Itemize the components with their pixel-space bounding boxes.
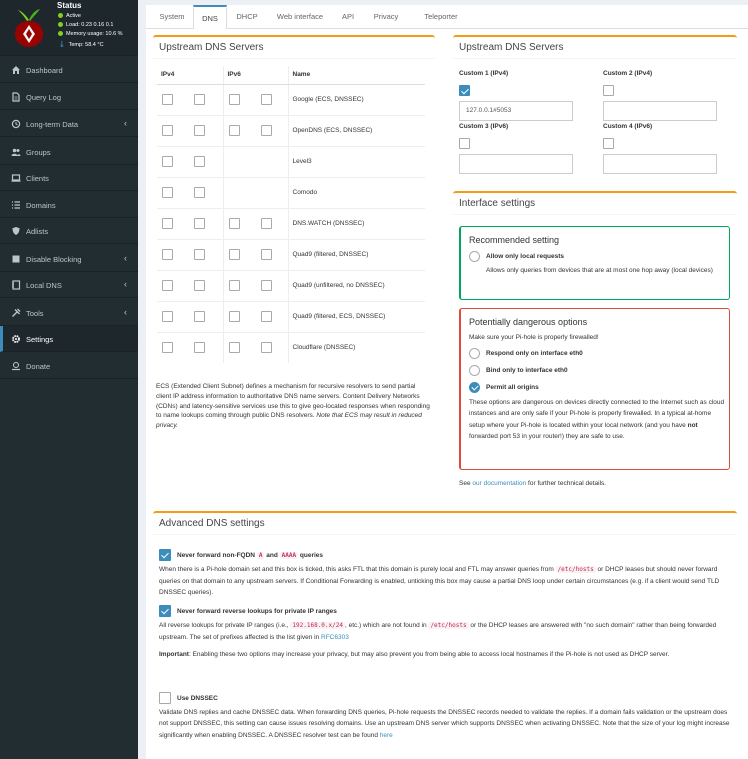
local-requests-desc: Allows only queries from devices that are at most one hop away (local devices) bbox=[486, 267, 713, 274]
ipv4-secondary-checkbox[interactable] bbox=[194, 94, 205, 105]
important-note: Important: Enabling these two options may increase your privacy, but may also prevent you from being able to access local hostnames if the Pi-hole is not used as DHCP server. bbox=[159, 651, 670, 658]
ipv4-primary-checkbox[interactable] bbox=[162, 280, 173, 291]
upstream-dns-table bbox=[157, 66, 425, 363]
pihole-logo-icon[interactable] bbox=[12, 4, 46, 48]
upstream-server-row bbox=[157, 146, 425, 177]
dnssec-checkbox[interactable] bbox=[159, 692, 171, 704]
permit-all-label[interactable]: Permit all origins bbox=[486, 384, 539, 391]
reverse-lookup-label[interactable]: Never forward reverse lookups for private IP ranges bbox=[177, 608, 337, 615]
upstream-server-row bbox=[157, 208, 425, 239]
ipv6-cell bbox=[223, 270, 288, 301]
firewall-warning: Make sure your Pi-hole is properly firewalled! bbox=[469, 334, 599, 341]
ipv6-secondary-checkbox[interactable] bbox=[261, 125, 272, 136]
nav-label: Adlists bbox=[26, 227, 49, 236]
ipv4-secondary-checkbox[interactable] bbox=[194, 218, 205, 229]
custom3-input[interactable] bbox=[459, 154, 573, 174]
fqdn-checkbox[interactable] bbox=[159, 549, 171, 561]
status-active: Active bbox=[58, 13, 81, 19]
nav-label: Clients bbox=[26, 174, 49, 183]
custom4-checkbox[interactable] bbox=[603, 138, 614, 149]
custom2-input[interactable] bbox=[603, 101, 717, 121]
recommended-title: Recommended setting bbox=[469, 235, 560, 245]
file-icon bbox=[11, 92, 21, 102]
nav-label: Donate bbox=[26, 362, 51, 371]
custom4-label: Custom 4 (IPv6) bbox=[603, 123, 653, 130]
gear-icon bbox=[11, 334, 21, 344]
nav-tools[interactable] bbox=[0, 300, 138, 326]
chevron-left-icon: ‹ bbox=[124, 307, 127, 317]
ipv4-cell bbox=[157, 177, 223, 208]
nav-domains[interactable] bbox=[0, 192, 138, 218]
ipv6-primary-checkbox[interactable] bbox=[229, 249, 240, 260]
server-name: Level3 bbox=[288, 146, 425, 177]
custom-upstream-title: Upstream DNS Servers bbox=[453, 37, 737, 59]
home-icon bbox=[11, 65, 21, 75]
nav-settings[interactable] bbox=[0, 326, 138, 352]
bind-eth0-radio[interactable] bbox=[469, 365, 480, 376]
address-book-icon bbox=[11, 280, 21, 290]
see-docs: See our documentation for further technical details. bbox=[459, 480, 607, 487]
chevron-left-icon: ‹ bbox=[124, 253, 127, 263]
ecs-note: ECS (Extended Client Subnet) defines a mechanism for recursive resolvers to send partial client IP address information to authoritative DNS name servers. Content Delivery Networks (CDNs) and latency-sensitive services use this to give geo-located responses when responding to name lookups coming through public DNS resolvers. Note that ECS may result in reduced privacy. bbox=[156, 383, 430, 429]
tab-privacy[interactable]: Privacy bbox=[373, 12, 399, 21]
fqdn-label[interactable]: Never forward non-FQDN A and AAAA queries bbox=[177, 552, 324, 559]
nav-label: Tools bbox=[26, 309, 44, 318]
dnssec-desc: Validate DNS replies and cache DNSSEC data. When forwarding DNS queries, Pi-hole requests the DNSSEC records needed to validate the replies. If a domain fails validation or the upstream does not support DNSSEC, this setting can cause issues resolving domains. Use an upstream DNS server which supports DNSSEC when activating DNSSEC. Note that the size of your log might increase significantly when enabling DNSSEC. A DNSSEC resolver test can be found here bbox=[159, 709, 730, 739]
load-dot-icon bbox=[58, 22, 63, 27]
server-name: Quad9 (filtered, ECS, DNSSEC) bbox=[288, 301, 425, 332]
ipv4-cell bbox=[157, 270, 223, 301]
ipv6-cell bbox=[223, 208, 288, 239]
custom1-checkbox[interactable] bbox=[459, 85, 470, 96]
ipv4-primary-checkbox[interactable] bbox=[162, 187, 173, 198]
ipv4-secondary-checkbox[interactable] bbox=[194, 187, 205, 198]
thermometer-icon: 🌡 bbox=[58, 42, 66, 48]
nav-label: Long-term Data bbox=[26, 120, 79, 129]
upstream-server-row bbox=[157, 301, 425, 332]
name-header: Name bbox=[288, 66, 425, 84]
dns-tab-content bbox=[146, 29, 748, 759]
status-memory: Memory usage: 10.6 % bbox=[58, 31, 123, 37]
ipv4-cell bbox=[157, 146, 223, 177]
nav-label: Groups bbox=[26, 148, 51, 157]
status-panel bbox=[0, 0, 138, 56]
custom1-input[interactable]: 127.0.0.1#5053 bbox=[459, 101, 573, 121]
ipv6-secondary-checkbox[interactable] bbox=[261, 311, 272, 322]
ipv6-primary-checkbox[interactable] bbox=[229, 218, 240, 229]
ipv6-cell bbox=[223, 84, 288, 115]
server-name: Quad9 (unfiltered, no DNSSEC) bbox=[288, 270, 425, 301]
settings-tabs bbox=[146, 5, 748, 29]
tab-teleporter[interactable]: Teleporter bbox=[424, 12, 458, 21]
server-name: Comodo bbox=[288, 177, 425, 208]
main-content bbox=[138, 0, 748, 759]
ipv4-cell bbox=[157, 208, 223, 239]
ipv6-secondary-checkbox[interactable] bbox=[261, 218, 272, 229]
ipv4-primary-checkbox[interactable] bbox=[162, 249, 173, 260]
shield-icon bbox=[11, 226, 21, 236]
tab-api[interactable]: API bbox=[341, 12, 355, 21]
nav-donate[interactable] bbox=[0, 353, 138, 379]
server-name: DNS.WATCH (DNSSEC) bbox=[288, 208, 425, 239]
rfc6303-link[interactable]: RFC6303 bbox=[321, 633, 349, 641]
status-temp: 🌡 Temp: 58.4 °C bbox=[58, 42, 104, 48]
dangerous-title: Potentially dangerous options bbox=[469, 317, 588, 327]
local-requests-label[interactable]: Allow only local requests bbox=[486, 253, 565, 260]
server-name: OpenDNS (ECS, DNSSEC) bbox=[288, 115, 425, 146]
nav-adlists[interactable] bbox=[0, 218, 138, 244]
upstream-server-row bbox=[157, 84, 425, 115]
tab-system[interactable]: System bbox=[159, 12, 185, 21]
ipv6-secondary-checkbox[interactable] bbox=[261, 280, 272, 291]
nav-local-dns[interactable] bbox=[0, 272, 138, 298]
ipv4-cell bbox=[157, 239, 223, 270]
stop-icon bbox=[11, 254, 21, 264]
permit-all-radio[interactable] bbox=[469, 382, 480, 393]
upstream-dns-title: Upstream DNS Servers bbox=[153, 37, 435, 59]
tab-dns[interactable]: DNS bbox=[193, 5, 227, 30]
nav-label: Query Log bbox=[26, 93, 62, 102]
ipv6-secondary-checkbox[interactable] bbox=[261, 249, 272, 260]
upstream-dns-rows bbox=[157, 84, 425, 363]
nav-label: Local DNS bbox=[26, 281, 62, 290]
status-dot-icon bbox=[58, 13, 63, 18]
ipv6-cell bbox=[223, 177, 288, 208]
nav-disable-blocking[interactable] bbox=[0, 246, 138, 272]
laptop-icon bbox=[11, 173, 21, 183]
ipv4-primary-checkbox[interactable] bbox=[162, 311, 173, 322]
interface-settings-box bbox=[453, 191, 737, 491]
ipv4-secondary-checkbox[interactable] bbox=[194, 156, 205, 167]
ipv6-secondary-checkbox[interactable] bbox=[261, 94, 272, 105]
history-icon bbox=[11, 119, 21, 129]
bind-eth0-label[interactable]: Bind only to interface eth0 bbox=[486, 367, 568, 374]
tab-dhcp[interactable]: DHCP bbox=[236, 12, 258, 21]
ipv4-header: IPv4 bbox=[157, 66, 223, 84]
interface-settings-title: Interface settings bbox=[453, 193, 737, 215]
ipv4-cell bbox=[157, 115, 223, 146]
list-icon bbox=[11, 200, 21, 210]
server-name: Google (ECS, DNSSEC) bbox=[288, 84, 425, 115]
sidebar bbox=[0, 0, 138, 759]
dangerous-callout bbox=[459, 308, 730, 470]
upstream-dns-box bbox=[153, 35, 435, 455]
donate-icon bbox=[11, 361, 21, 371]
ipv6-primary-checkbox[interactable] bbox=[229, 311, 240, 322]
nav-groups[interactable] bbox=[0, 139, 138, 165]
tools-icon bbox=[11, 308, 21, 318]
memory-dot-icon bbox=[58, 31, 63, 36]
custom2-checkbox[interactable] bbox=[603, 85, 614, 96]
nav-label: Disable Blocking bbox=[26, 255, 82, 264]
users-icon bbox=[11, 147, 21, 157]
documentation-link[interactable]: our documentation bbox=[472, 480, 527, 487]
ipv4-primary-checkbox[interactable] bbox=[162, 125, 173, 136]
ipv4-cell bbox=[157, 84, 223, 115]
nav-dashboard[interactable] bbox=[0, 57, 138, 83]
nav-clients[interactable] bbox=[0, 165, 138, 191]
custom4-input[interactable] bbox=[603, 154, 717, 174]
status-load: Load: 0.23 0.16 0.1 bbox=[58, 22, 113, 28]
reverse-lookup-desc: All reverse lookups for private IP ranges (i.e., 192.168.0.x/24 , etc.) which are not found in /etc/hosts or the DHCP leases are answered with "no such domain" rather than being forwarded upstream. The set of prefixes affected is the list given in RFC6303 bbox=[159, 622, 717, 641]
custom-upstream-box bbox=[453, 35, 737, 183]
ipv6-cell bbox=[223, 301, 288, 332]
ipv4-secondary-checkbox[interactable] bbox=[194, 342, 205, 353]
eth0-label[interactable]: Respond only on interface eth0 bbox=[486, 350, 583, 357]
ipv6-primary-checkbox[interactable] bbox=[229, 280, 240, 291]
ipv4-primary-checkbox[interactable] bbox=[162, 218, 173, 229]
custom3-checkbox[interactable] bbox=[459, 138, 470, 149]
upstream-server-row bbox=[157, 177, 425, 208]
ipv4-cell bbox=[157, 332, 223, 363]
eth0-radio[interactable] bbox=[469, 348, 480, 359]
status-title: Status bbox=[57, 1, 82, 10]
ipv4-secondary-checkbox[interactable] bbox=[194, 125, 205, 136]
ipv6-cell bbox=[223, 239, 288, 270]
dangerous-desc: These options are dangerous on devices directly connected to the Internet such as cloud instances and are only safe if your Pi-hole is properly firewalled. In a typical at-home setup where your Pi-hole is located within your local network (and you have not forwarded port 53 in your router!) they are safe to use. bbox=[469, 399, 725, 441]
ipv6-primary-checkbox[interactable] bbox=[229, 342, 240, 353]
chevron-left-icon: ‹ bbox=[124, 118, 127, 128]
custom2-label: Custom 2 (IPv4) bbox=[603, 70, 653, 77]
reverse-lookup-checkbox[interactable] bbox=[159, 605, 171, 617]
upstream-server-row bbox=[157, 332, 425, 363]
chevron-left-icon: ‹ bbox=[124, 279, 127, 289]
ipv6-cell bbox=[223, 115, 288, 146]
recommended-callout bbox=[459, 226, 730, 300]
upstream-server-row bbox=[157, 239, 425, 270]
tab-web-interface[interactable]: Web interface bbox=[276, 12, 324, 21]
ipv4-secondary-checkbox[interactable] bbox=[194, 280, 205, 291]
ipv4-cell bbox=[157, 301, 223, 332]
nav-long-term-data[interactable] bbox=[0, 111, 138, 137]
dnssec-label[interactable]: Use DNSSEC bbox=[177, 695, 218, 702]
dnssec-test-link[interactable]: here bbox=[379, 731, 393, 739]
ipv6-primary-checkbox[interactable] bbox=[229, 94, 240, 105]
nav-query-log[interactable] bbox=[0, 84, 138, 110]
upstream-server-row bbox=[157, 270, 425, 301]
ipv4-primary-checkbox[interactable] bbox=[162, 156, 173, 167]
nav-label: Settings bbox=[26, 335, 54, 344]
server-name: Quad9 (filtered, DNSSEC) bbox=[288, 239, 425, 270]
advanced-dns-box bbox=[153, 511, 737, 759]
fqdn-desc: When there is a Pi-hole domain set and this box is ticked, this asks FTL that this domain is purely local and FTL may answer queries from /etc/hosts or DHCP leases but should never forward queries on that domain to any upstream servers. If Conditional Forwarding is enabled, unticking this box may cause a partial DNS loop under certain circumstances (e.g. if a client would send TLD DNSSEC queries). bbox=[159, 566, 720, 596]
server-name: Cloudflare (DNSSEC) bbox=[288, 332, 425, 363]
ipv6-cell bbox=[223, 146, 288, 177]
ipv6-header: IPv6 bbox=[223, 66, 288, 84]
nav-label: Dashboard bbox=[26, 66, 63, 75]
ipv4-primary-checkbox[interactable] bbox=[162, 94, 173, 105]
ipv6-secondary-checkbox[interactable] bbox=[261, 342, 272, 353]
advanced-dns-title: Advanced DNS settings bbox=[153, 513, 737, 535]
nav-label: Domains bbox=[26, 201, 56, 210]
ipv4-secondary-checkbox[interactable] bbox=[194, 249, 205, 260]
local-requests-radio[interactable] bbox=[469, 251, 480, 262]
ipv4-primary-checkbox[interactable] bbox=[162, 342, 173, 353]
upstream-server-row bbox=[157, 115, 425, 146]
ipv4-secondary-checkbox[interactable] bbox=[194, 311, 205, 322]
custom1-label: Custom 1 (IPv4) bbox=[459, 70, 509, 77]
custom3-label: Custom 3 (IPv6) bbox=[459, 123, 509, 130]
ipv6-cell bbox=[223, 332, 288, 363]
ipv6-primary-checkbox[interactable] bbox=[229, 125, 240, 136]
